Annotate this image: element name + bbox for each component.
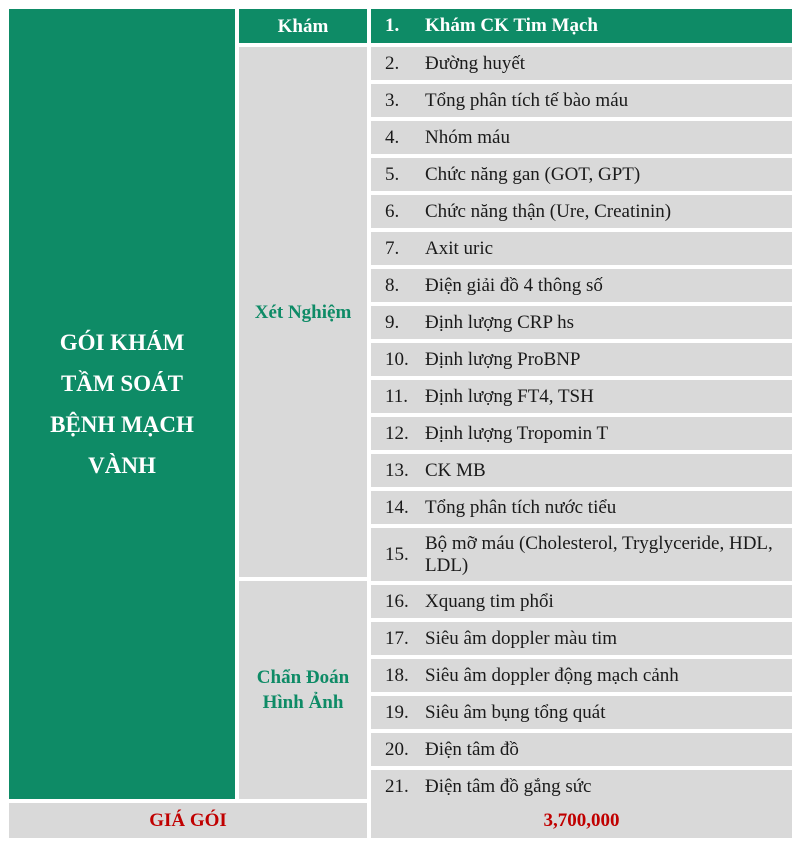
item-number: 10.: [385, 348, 409, 370]
item-text: Điện tâm đồ gắng sức: [425, 775, 592, 797]
item-text: Siêu âm doppler màu tim: [425, 627, 618, 649]
category-imaging: [239, 581, 367, 799]
list-item: [371, 47, 792, 80]
list-item: [371, 417, 792, 450]
list-item: [371, 491, 792, 524]
category-lab-label: Xét Nghiệm: [254, 301, 352, 323]
list-item: [371, 9, 792, 43]
list-item: [371, 733, 792, 766]
price-label: [9, 803, 367, 838]
item-text: Định lượng Tropomin T: [425, 422, 609, 444]
item-number: 19.: [385, 701, 409, 723]
item-number: 4.: [385, 126, 400, 148]
item-number: 12.: [385, 422, 409, 444]
item-number: 9.: [385, 311, 400, 333]
package-title-line: VÀNH: [88, 453, 156, 478]
item-number: 17.: [385, 627, 409, 649]
item-number: 2.: [385, 52, 400, 74]
item-number: 7.: [385, 237, 400, 259]
list-item: [371, 121, 792, 154]
item-number: 20.: [385, 738, 409, 760]
item-text: Bộ mỡ máu (Cholesterol, Tryglyceride, HDL, LDL): [425, 532, 773, 576]
list-item: [371, 770, 792, 803]
item-number: 8.: [385, 274, 400, 296]
item-number: 1.: [385, 15, 400, 36]
item-number: 18.: [385, 664, 409, 686]
list-item: [371, 659, 792, 692]
price-value: [371, 803, 792, 838]
category-exam: [239, 9, 367, 43]
package-title: [9, 9, 235, 799]
list-item: [371, 195, 792, 228]
item-text: CK MB: [425, 459, 486, 481]
item-number: 13.: [385, 459, 409, 481]
item-number: 15.: [385, 543, 409, 565]
item-number: 16.: [385, 590, 409, 612]
list-item: [371, 528, 792, 581]
list-item: [371, 343, 792, 376]
category-exam-label: Khám: [277, 15, 329, 37]
item-number: 3.: [385, 89, 400, 111]
list-item: [371, 622, 792, 655]
item-text: Định lượng ProBNP: [425, 348, 581, 370]
price-value-text: 3,700,000: [543, 809, 620, 831]
item-text: Đường huyết: [425, 52, 526, 74]
list-item: [371, 585, 792, 618]
package-title-line: GÓI KHÁM: [59, 330, 185, 355]
item-text: Chức năng thận (Ure, Creatinin): [425, 200, 672, 222]
list-item: [371, 306, 792, 339]
item-text: Axit uric: [425, 237, 494, 259]
item-text: Siêu âm doppler động mạch cảnh: [425, 664, 679, 686]
item-text: Xquang tim phổi: [425, 590, 554, 612]
item-text: Định lượng FT4, TSH: [425, 385, 594, 407]
package-title-line: TẦM SOÁT: [60, 371, 184, 396]
item-text: Điện giải đồ 4 thông số: [425, 274, 603, 296]
item-text: Chức năng gan (GOT, GPT): [425, 163, 641, 185]
category-imaging-label: Hình Ảnh: [262, 692, 344, 713]
package-title-line: BỆNH MẠCH: [50, 412, 194, 437]
list-item: [371, 696, 792, 729]
item-text: Khám CK Tim Mạch: [425, 15, 598, 36]
item-text: Định lượng CRP hs: [425, 311, 574, 333]
item-number: 5.: [385, 163, 400, 185]
category-imaging-label: Chẩn Đoán: [256, 667, 350, 688]
list-item: [371, 380, 792, 413]
item-number: 14.: [385, 496, 409, 518]
item-text: Siêu âm bụng tổng quát: [425, 701, 606, 723]
item-text: Tổng phân tích nước tiểu: [425, 496, 617, 518]
list-item: [371, 84, 792, 117]
list-item: [371, 454, 792, 487]
price-label-text: GIÁ GÓI: [149, 809, 227, 831]
category-lab: [239, 47, 367, 577]
item-text: Nhóm máu: [425, 126, 510, 148]
item-text: Tổng phân tích tế bào máu: [425, 89, 629, 111]
item-number: 6.: [385, 200, 400, 222]
item-number: 11.: [385, 385, 409, 407]
list-item: [371, 269, 792, 302]
list-item: [371, 158, 792, 191]
list-item: [371, 232, 792, 265]
item-text: Điện tâm đồ: [425, 738, 519, 760]
item-number: 21.: [385, 775, 409, 797]
